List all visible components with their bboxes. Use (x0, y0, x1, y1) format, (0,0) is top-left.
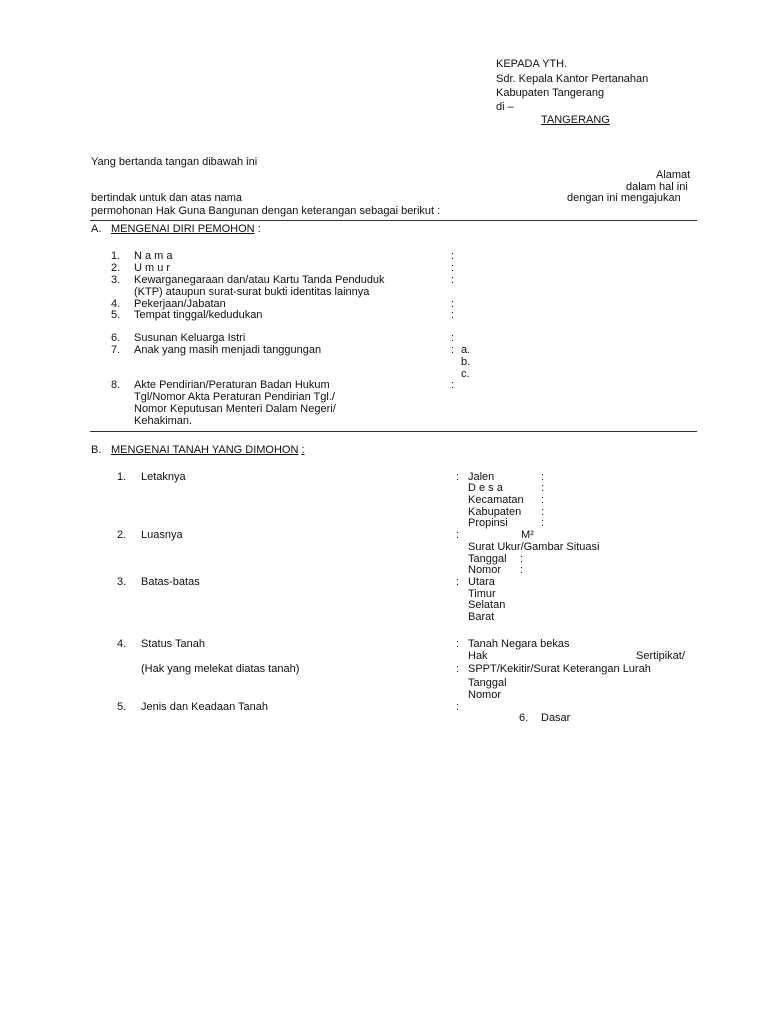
a-item-6-colon: : (451, 332, 455, 344)
b-item-3-field-barat: Barat (468, 611, 495, 623)
b-item-4-value-2a: Hak (468, 650, 488, 662)
b-item-4-value-2b: Sertipikat/ (636, 650, 685, 662)
divider-top (90, 220, 697, 221)
a-item-8-label-3: Nomor Keputusan Menteri Dalam Negeri/ (134, 403, 336, 415)
b-item-5-label: Jenis dan Keadaan Tanah (141, 701, 269, 713)
b-item-6-label: Dasar (541, 712, 571, 724)
a-item-4-num: 4. (111, 298, 121, 310)
section-a-title-text: MENGENAI DIRI PEMOHON (111, 223, 255, 235)
b-item-1-field-desa-colon: : (541, 482, 545, 494)
a-item-7-num: 7. (111, 344, 121, 356)
a-item-6-label: Susunan Keluarga Istri (134, 332, 246, 344)
b-item-3-label: Batas-batas (141, 576, 200, 588)
b-item-3-field-selatan: Selatan (468, 599, 506, 611)
intro-bertindak: bertindak untuk dan atas nama (91, 192, 243, 204)
b-item-2-sub-3: Nomor (468, 564, 502, 576)
a-item-3-colon: : (451, 274, 455, 286)
section-b-title-suffix: : (301, 444, 305, 456)
b-item-2-label: Luasnya (141, 529, 183, 541)
section-b-title (111, 444, 305, 456)
b-item-4-label-2: (Hak yang melekat diatas tanah) (141, 663, 300, 675)
a-item-8-label-2: Tgl/Nomor Akta Peraturan Pendirian Tgl./ (134, 391, 335, 403)
b-item-5-colon: : (456, 701, 460, 713)
a-item-1-label: N a m a (134, 250, 173, 262)
divider-middle (90, 431, 697, 432)
b-item-1-num: 1. (117, 471, 127, 483)
b-item-2-unit: M² (521, 529, 534, 541)
b-item-2-colon: : (456, 529, 460, 541)
b-item-2-sub-3-colon: : (520, 564, 524, 576)
b-item-1-field-kabupaten-colon: : (541, 506, 545, 518)
a-item-2-colon: : (451, 262, 455, 274)
a-item-8-colon: : (451, 379, 455, 391)
a-item-8-num: 8. (111, 379, 121, 391)
b-item-1-field-jalan: Jalen (468, 471, 495, 483)
b-item-3-field-utara: Utara (468, 576, 495, 588)
intro-permohonan: permohonan Hak Guna Bangunan dengan keterangan sebagai berikut : (91, 205, 441, 217)
a-item-5-num: 5. (111, 309, 121, 321)
a-item-4-colon: : (451, 298, 455, 310)
a-item-5-colon: : (451, 309, 455, 321)
b-item-4-value-1: Tanah Negara bekas (468, 638, 570, 650)
a-item-2-label: U m u r (134, 262, 171, 274)
address-line-2: Sdr. Kepala Kantor Pertanahan (496, 73, 649, 85)
b-item-5-num: 5. (117, 701, 127, 713)
a-item-7-label: Anak yang masih menjadi tanggungan (134, 344, 322, 356)
b-item-1-colon: : (456, 471, 460, 483)
a-item-7-sub-c: c. (461, 368, 470, 380)
section-b-title-text: MENGENAI TANAH YANG DIMOHON (111, 444, 299, 456)
a-item-3-label: Kewarganegaraan dan/atau Kartu Tanda Penduduk (134, 274, 385, 286)
b-item-4-label: Status Tanah (141, 638, 206, 650)
section-a-letter: A. (91, 223, 102, 235)
b-item-3-colon: : (456, 576, 460, 588)
a-item-6-num: 6. (111, 332, 121, 344)
section-b-letter: B. (91, 444, 102, 456)
a-item-1-num: 1. (111, 250, 121, 262)
a-item-3-label-2: (KTP) ataupun surat-surat bukti identitas lainnya (134, 286, 370, 298)
a-item-4-label: Pekerjaan/Jabatan (134, 298, 226, 310)
section-a-title-suffix: : (257, 223, 261, 235)
b-item-3-num: 3. (117, 576, 127, 588)
b-item-1-field-jalan-colon: : (541, 471, 545, 483)
a-item-8-label-4: Kehakiman. (134, 415, 193, 427)
a-item-1-colon: : (451, 250, 455, 262)
intro-mengajukan: dengan ini mengajukan (567, 192, 681, 204)
section-a-title (111, 223, 261, 235)
a-item-2-num: 2. (111, 262, 121, 274)
b-item-3-field-timur: Timur (468, 588, 496, 600)
b-item-2-sub-1: Surat Ukur/Gambar Situasi (468, 541, 600, 553)
b-item-1-field-kecamatan-colon: : (541, 494, 545, 506)
a-item-7-sub-b: b. (461, 356, 471, 368)
intro-signed: Yang bertanda tangan dibawah ini (91, 156, 258, 168)
b-item-2-num: 2. (117, 529, 127, 541)
a-item-3-num: 3. (111, 274, 121, 286)
address-line-4: di – (496, 101, 514, 113)
b-item-1-label: Letaknya (141, 471, 186, 483)
b-item-4-value-4: Tanggal (468, 677, 507, 689)
b-item-2-sub-2: Tanggal (468, 553, 507, 565)
b-item-4-colon: : (456, 638, 460, 650)
b-item-4-value-5: Nomor (468, 689, 502, 701)
b-item-6-num: 6. (519, 712, 529, 724)
b-item-1-field-kabupaten: Kabupaten (468, 506, 522, 518)
address-line-3: Kabupaten Tangerang (496, 87, 605, 99)
b-item-4-num: 4. (117, 638, 127, 650)
b-item-1-field-propinsi-colon: : (541, 517, 545, 529)
a-item-7-sub-a: a. (461, 344, 471, 356)
address-line-1: KEPADA YTH. (496, 58, 568, 70)
b-item-4-value-3: SPPT/Kekitir/Surat Keterangan Lurah (468, 663, 651, 675)
b-item-4-colon-2: : (456, 663, 460, 675)
intro-alamat: Alamat (656, 169, 691, 181)
address-city: TANGERANG (541, 114, 610, 126)
b-item-1-field-desa: D e s a (468, 482, 503, 494)
a-item-5-label: Tempat tinggal/kedudukan (134, 309, 263, 321)
intro-dalam-hal: dalam hal ini (626, 181, 688, 193)
a-item-7-colon: : (451, 344, 455, 356)
a-item-8-label: Akte Pendirian/Peraturan Badan Hukum (134, 379, 330, 391)
b-item-1-field-kecamatan: Kecamatan (468, 494, 524, 506)
b-item-2-sub-2-colon: : (520, 553, 524, 565)
b-item-1-field-propinsi: Propinsi (468, 517, 508, 529)
